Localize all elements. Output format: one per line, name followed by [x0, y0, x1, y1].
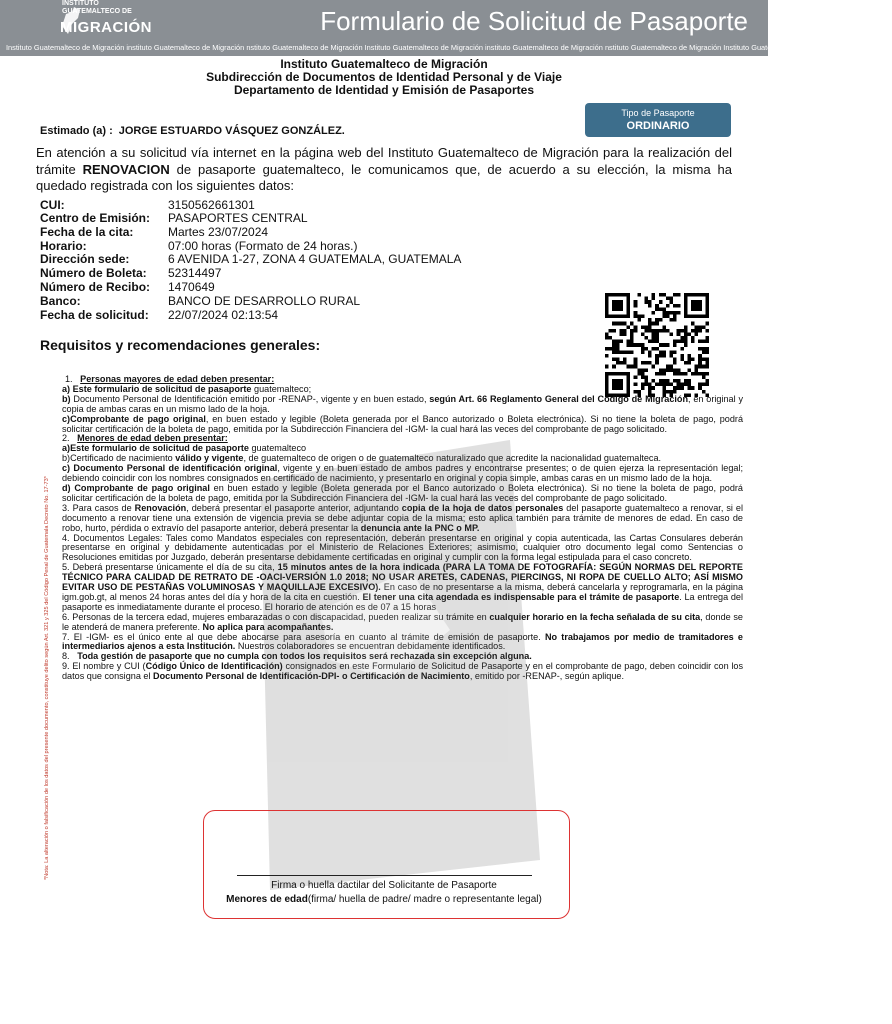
- logo-migracion-text: MIGRACIÓN: [60, 19, 152, 36]
- procedure-type: RENOVACION: [82, 161, 170, 177]
- greeting: [40, 125, 345, 137]
- intro-paragraph: En atención a su solicitud vía internet en la página web del Instituto Guatemalteco de Migración para la realización del trámite RENOVACION de pasaporte guatemalteco, le comunicamos que, de acuerdo a su elección, la misma ha quedado registrada con los siguientes datos:: [36, 145, 733, 193]
- form-title: Formulario de Solicitud de Pasaporte: [320, 6, 748, 36]
- passport-type-box: [585, 103, 731, 137]
- requirements-title: Requisitos y recomendaciones generales:: [40, 337, 321, 353]
- subdirection-name: Subdirección de Documentos de Identidad Personal y de Viaje: [206, 70, 562, 84]
- header-banner: [0, 0, 892, 56]
- watermark-band: Instituto Guatemalteco de Migración instituto Guatemalteco de Migración nstituto Guatemalteco de Migración Instituto Guatemalteco de Migración instituto Guatemalteco de Migración nstituto Guatemalteco de Migración Instituto Guatemalteco de Migración Instituto Guate: [6, 43, 892, 52]
- requirements-list: 1. Personas mayores de edad deben presentar: a) Este formulario de solicitud de pasaporte guatemalteco; b) Documento Personal de Identificación emitido por -RENAP-, vigente y en buen estado, según Art. 66 Reglamento General del Código de Migración, en original y copia de ambas caras en un mismo lado de la hoja. c)Comprobante de pago original, en buen estado y legible (Boleta generada por el Banco autorizado o Boleta electrónica). Si no tiene la boleta de pago, podrá solicitar certificación de la boleta de pago, emitida por la Subdirección Financiera del -IGM- la cual hará las veces del comprobante de pago solicitado. 2. Menores de edad deben presentar: a)Este formulario de solicitud de pasaporte guatemalteco b)Certificado de nacimiento válido y vigente, de guatemalteco de origen o de guatemalteco naturalizado que acredite la nacionalidad guatemalteca. c) Documento Personal de identificación original, vigente y en buen estado de ambos padres y encontrarse presentes; o de quien ejerza la representación legal; debiendo coincidir con los nombres consignados en certificado de nacimiento, y presentarlo en original y copia simple, ambas caras en un mismo lado de la hoja. d) Comprobante de pago original en buen estado y legible (Boleta generada por el Banco autorizado o Boleta electrónica). Si no tiene la boleta de pago, podrá solicitar certificación de la boleta de pago, emitida por la Subdirección Financiera del -IGM- la cual hará las veces del comprobante de pago solicitado. 3. Para casos de Renovación, deberá presentar el pasaporte anterior, adjuntando copia de la hoja de datos personales del pasaporte guatemalteco a renovar, si el documento a renovar tiene una extensión de vigencia previa se debe adjuntar copia de la misma; esto aplica también para trámite de menores de edad. En caso de robo, hurto, pérdida o extravío del pasaporte anterior, deberá presentar la denuncia ante la PNC o MP. 4. Documentos Legales: Tales como Mandatos especiales con representación, deberán presentarse en original y copia autenticada, las Cartas Consulares deberán presentarse en original y debidamente autenticadas por el Ministerio de Relaciones Exteriores; asimismo, cualquier otro documento legal como Sentencias o Resoluciones emitidas por Juzgado, deberán presentarse debidamente certificadas en original y cumplir con la forma legal estipulada para el caso concreto. 5. Deberá presentarse únicamente el día de su cita, 15 minutos antes de la hora indicada (PARA LA TOMA DE FOTOGRAFÍA: SEGÚN NORMAS DEL REPORTE TÉCNICO PARA CALIDAD DE RETRATO DE -OACI-VERSIÓN 1.0 2018; NO USAR ARETES, CADENAS, PIERCINGS, NI ROPA DE CUELLO ALTO; ASÍ MISMO EVITAR USO DE PESTAÑAS VOLUMINOSAS Y MAQUILLAJE EXCESIVO). En caso de no presentarse a la misma, deberá cancelarla y reprogramarla, en la página igm.gob.gt, al menos 24 horas antes del día y hora de la cita en cuestión. El tener una cita agendada es indispensable para el trámite de pasaporte. La entrega del pasaporte es inmediatamente durante el proceso. El horario de atención es de 07 a 15 horas 6. Personas de la tercera edad, mujeres embarazadas o con discapacidad, pueden realizar su trámite en cualquier horario en la fecha señalada de su cita, donde se le atenderá de manera preferente. No aplica para acompañantes. 7. El -IGM- es el único ente al que debe abocarse para asesoría en cuanto al trámite de emisión de pasaporte. No trabajamos por medio de tramitadores e intermediarios ajenos a esta Institución. Nuestros colaboradores se encuentran debidamente identificados. 8. Toda gestión de pasaporte que no cumpla con todos los requisitos será rechazada sin excepción alguna. 9. El nombre y CUI (Código Único de Identificación) consignados en este Formulario de Solicitud de Pasaporte y en el comprobante de pago, deben coincidir con los datos que consigna el Documento Personal de Identificación-DPI- o Certificación de Nacimiento, emitido por -RENAP-, según aplique.: [62, 374, 744, 682]
- passport-type-value: ORDINARIO: [626, 120, 690, 132]
- passport-type-label: Tipo de Pasaporte: [621, 108, 695, 118]
- legal-side-note: *Nota: La alteración o falsificación de los datos del presente documento, constituye delito según Art. 321 y 325 del Código Penal de Guatemala Decreto No. 17-73*: [44, 476, 50, 880]
- minor-signature-caption: Menores de edad(firma/ huella de padre/ madre o representante legal): [226, 894, 542, 905]
- applicant-name: JORGE ESTUARDO VÁSQUEZ GONZÁLEZ.: [118, 125, 345, 137]
- logo-institute-text: INSTITUTO GUATEMALTECO DE: [62, 0, 132, 15]
- institution-name: Instituto Guatemalteco de Migración: [280, 57, 488, 71]
- greeting-label: Estimado (a) :: [40, 125, 113, 137]
- signature-caption: Firma o huella dactilar del Solicitante de Pasaporte: [271, 880, 497, 891]
- signature-line: [237, 875, 532, 876]
- department-name: Departamento de Identidad y Emisión de Pasaportes: [233, 83, 535, 97]
